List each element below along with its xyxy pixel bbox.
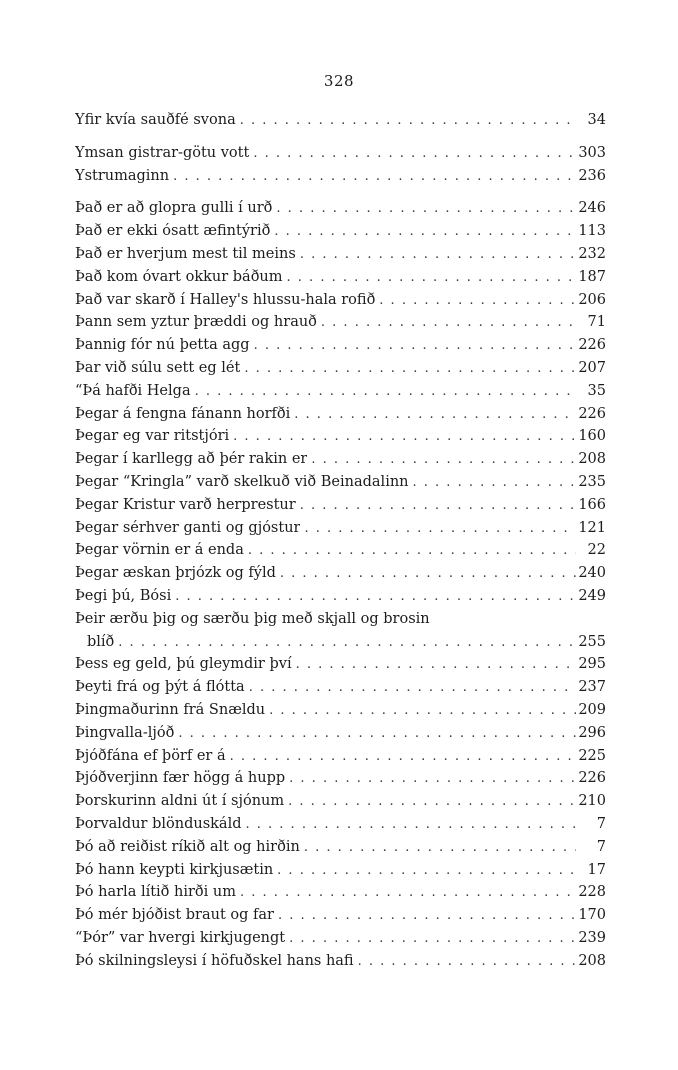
entry-title: Þó mér bjóðist braut og far [75,907,274,924]
entry-page-number: 7 [596,838,606,855]
entry-page-number: 206 [578,291,606,308]
index-entry [75,839,606,862]
entry-title: Þeir ærðu þig og særðu þig með skjall og brosin [75,610,430,627]
dot-leader [229,429,576,444]
index-entry [75,748,606,771]
dot-leader [244,543,576,558]
entry-title: Þegar í karllegg að þér rakin er [75,451,308,468]
index-list [75,112,606,975]
group-gap [75,135,606,145]
index-group-thorn [75,200,606,975]
entry-title: Þannig fór nú þetta agg [75,337,250,354]
entry-title: Það kom óvart okkur báðum [75,268,283,285]
index-entry [75,679,606,702]
dot-leader [285,931,576,946]
entry-page-number: 240 [578,565,606,582]
entry-page-number: 17 [587,861,606,878]
index-entry [75,702,606,725]
entry-title: Þegar á fengna fánann horfði [75,405,291,422]
index-entry [75,907,606,930]
dot-leader [290,407,576,422]
dot-leader [169,169,576,184]
dot-leader [191,384,576,399]
entry-page-number: 255 [578,633,606,650]
dot-leader [240,361,576,376]
index-entry [75,474,606,497]
entry-title: Þjóðfána ef þörf er á [75,747,226,764]
index-entry [75,383,606,406]
dot-leader [317,315,576,330]
index-entry [75,611,606,634]
entry-title: Þó hann keypti kirkjusætin [75,861,274,878]
dot-leader [292,657,576,672]
dot-leader [283,270,576,285]
index-entry [75,406,606,429]
index-entry [75,793,606,816]
index-entry [75,200,606,223]
entry-page-number: 225 [578,747,606,764]
dot-leader [409,475,576,490]
entry-page-number: 239 [578,929,606,946]
index-entry [75,168,606,191]
entry-page-number: 7 [596,815,606,832]
dot-leader [354,954,576,969]
dot-leader [272,201,576,216]
dot-leader [284,794,576,809]
dot-leader [273,863,576,878]
index-entry [75,451,606,474]
entry-title: Þó að reiðist ríkið alt og hirðin [75,838,300,855]
entry-page-number: 22 [587,542,606,559]
entry-title: Þegi þú, Bósi [75,587,172,604]
entry-page-number: 236 [578,167,606,184]
entry-title: Þorskurinn aldni út í sjónum [75,793,285,810]
entry-title: Þegar eg var ritstjóri [75,428,230,445]
entry-title: Þegar æskan þrjózk og fýld [75,565,276,582]
entry-title: Það er ekki ósatt æfintýrið [75,223,271,240]
entry-title: Þeyti frá og þýt á flótta [75,679,245,696]
index-entry [75,770,606,793]
entry-page-number: 295 [578,656,606,673]
entry-page-number: 121 [578,519,606,536]
entry-title: “Þór” var hvergi kirkjugengt [75,929,286,946]
group-gap [75,190,606,200]
entry-page-number: 226 [578,405,606,422]
entry-page-number: 113 [578,223,606,240]
index-entry [75,816,606,839]
entry-page-number: 235 [578,473,606,490]
entry-page-number: 34 [587,112,606,128]
entry-title: Þegar vörnin er á enda [75,542,244,559]
index-entry [75,565,606,588]
index-entry [75,337,606,360]
dot-leader [242,817,577,832]
entry-title: Þingvalla-ljóð [75,724,175,741]
dot-leader [236,885,576,900]
entry-title: Þorvaldur blönduskáld [75,815,242,832]
entry-title: Þegar “Kringla” varð skelkuð við Beinadalinn [75,473,409,490]
dot-leader [285,771,576,786]
entry-page-number: 209 [578,701,606,718]
entry-title: Þó skilningsleysi í höfuðskel hans hafi [75,952,354,969]
dot-leader [236,113,576,128]
entry-title: Það er hverjum mest til meins [75,245,296,262]
index-entry [75,930,606,953]
index-entry [75,269,606,292]
entry-title: Þó harla lítið hirði um [75,884,236,901]
index-group-y [75,112,606,135]
entry-page-number: 166 [578,496,606,513]
entry-page-number: 170 [578,907,606,924]
dot-leader [375,293,576,308]
dot-leader [300,840,576,855]
index-entry [75,314,606,337]
entry-title: blíð [87,633,115,650]
index-entry [75,497,606,520]
index-entry [75,588,606,611]
entry-page-number: 207 [578,359,606,376]
index-entry [75,520,606,543]
entry-title: Þegar sérhver ganti og gjóstur [75,519,301,536]
entry-page-number: 160 [578,428,606,445]
entry-page-number: 226 [578,770,606,787]
entry-title: Þegar Kristur varð herprestur [75,496,296,513]
index-entry [75,292,606,315]
dot-leader [245,680,576,695]
entry-title: Þjóðverjinn fær högg á hupp [75,770,286,787]
dot-leader [226,749,576,764]
index-entry [75,145,606,168]
dot-leader [171,589,576,604]
entry-page-number: 303 [578,144,606,161]
entry-page-number: 208 [578,952,606,969]
dot-leader [265,703,576,718]
entry-title: Það er að glopra gulli í urð [75,200,273,217]
dot-leader [270,224,576,239]
entry-page-number: 208 [578,451,606,468]
index-entry [75,656,606,679]
entry-page-number: 237 [578,679,606,696]
dot-leader [249,146,576,161]
entry-page-number: 210 [578,793,606,810]
entry-title: Yfir kvía sauðfé svona [75,112,236,128]
dot-leader [174,726,576,741]
entry-page-number: 296 [578,724,606,741]
dot-leader [274,908,576,923]
dot-leader [300,521,576,536]
index-entry [75,953,606,976]
dot-leader [296,498,576,513]
index-entry [75,542,606,565]
dot-leader [250,338,576,353]
dot-leader [114,635,576,650]
index-entry [75,725,606,748]
index-entry [75,246,606,269]
index-entry [75,360,606,383]
entry-title: Þingmaðurinn frá Snældu [75,701,266,718]
entry-page-number: 232 [578,245,606,262]
entry-title: Ýstrumaginn [75,167,170,184]
entry-page-number: 246 [578,200,606,217]
entry-title: Ýmsan gistrar-götu vott [75,144,250,161]
index-group-y-accent [75,145,606,191]
entry-page-number: 228 [578,884,606,901]
dot-leader [276,566,576,581]
dot-leader [296,247,576,262]
index-entry [75,223,606,246]
entry-page-number: 71 [587,314,606,331]
index-entry [75,428,606,451]
entry-page-number: 35 [587,382,606,399]
entry-page-number: 226 [578,337,606,354]
entry-page-number: 187 [578,268,606,285]
entry-title: Þess eg geld, þú gleymdir því [75,656,292,673]
index-entry [75,884,606,907]
entry-title: Þar við súlu sett eg lét [75,359,241,376]
entry-title: Þann sem yztur þræddi og hrauð [75,314,317,331]
dot-leader [307,452,576,467]
index-entry [75,634,606,657]
entry-title: “Þá hafði Helga [75,382,191,399]
page-number: 328 [323,72,355,90]
entry-title: Það var skarð í Halley's hlussu-hala rofið [75,291,376,308]
index-entry [75,112,606,135]
index-entry [75,862,606,885]
entry-page-number: 249 [578,587,606,604]
